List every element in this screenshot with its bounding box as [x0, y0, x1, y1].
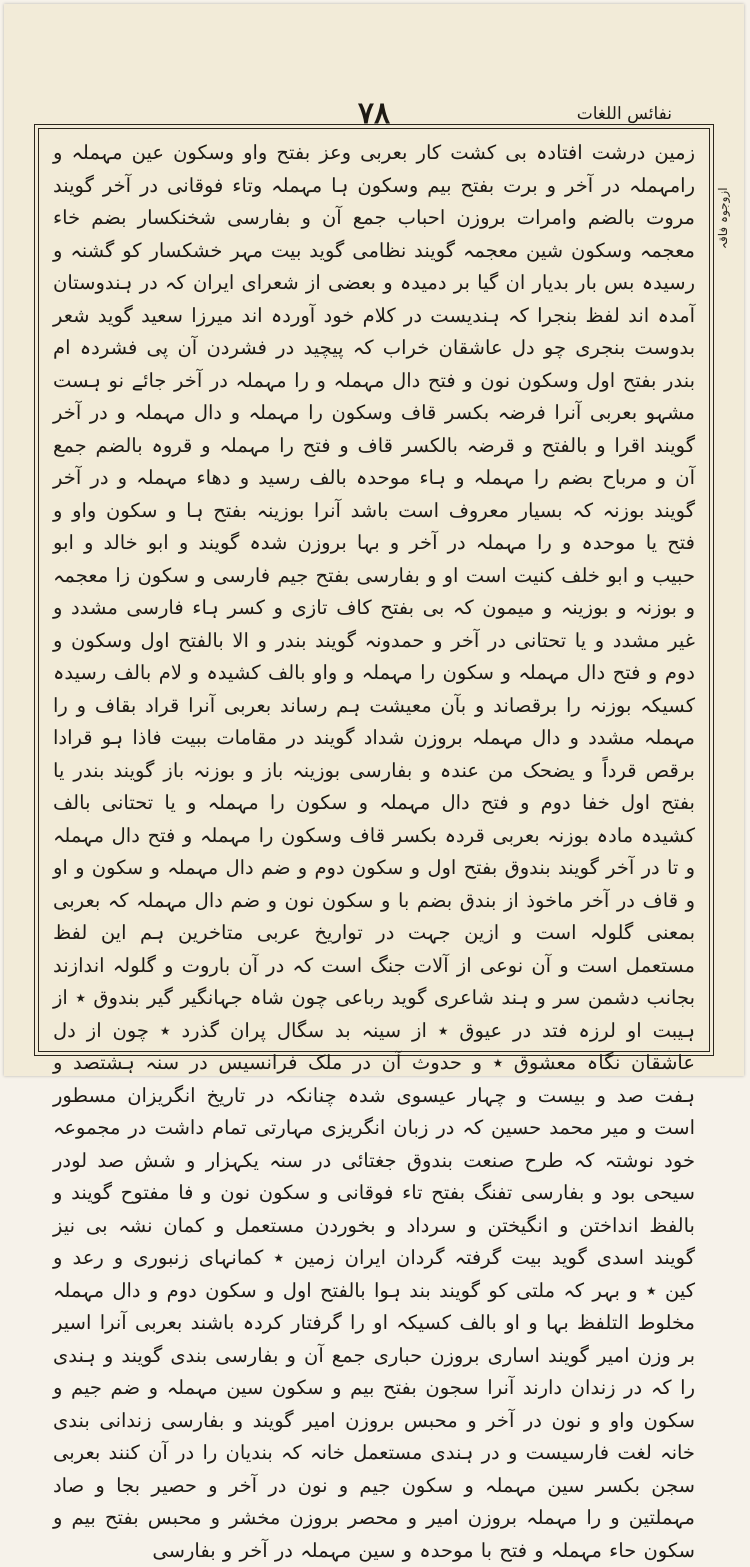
- page-number: ۷۸: [357, 96, 391, 131]
- running-head: نفائس اللغات: [576, 104, 672, 124]
- margin-note: ازوجوہ فاقہ: [716, 187, 730, 249]
- body-text: [53, 137, 695, 1562]
- text-frame: [34, 124, 714, 1562]
- body-paragraph: زمین درشت افتادہ بی کشت کار بعربی وعز بفتح واو وسکون عین مہملہ و رامہملہ در آخر و برت بفتح بیم وسکون ہا مہملہ وتاء فوقانی در آخر گویند مروت بالضم وامرات بروزن احباب جمع آن و بفارسی شخنکسار بضم خاء معجمہ وسکون شین معجمہ گویند نظامی گوید بیت مہر خشکسار کو گشنہ و رسیدہ بس بار بدیار ان گیا بر دمیدہ و بعضی از شعرای ایران کہ در ہندوستان آمدہ اند لفظ بنجرا کہ ہندیست در کلام خود آوردہ اند میرزا سعید گوید شعر بدوست بنجری چو دل عاشقان خراب کہ پیچید در فشردن آن پی فشردہ ام بندر بفتح اول وسکون نون و فتح دال مہملہ و را مہملہ در آخر جائے نو ہست مشہو بعربی آنرا فرضہ بکسر قاف وسکون را مہملہ و دال مہملہ و در آخر گویند اقرا و بالفتح و قرضہ بالکسر قاف و فتح را مہملہ و قروہ بالضم جمع آن و مرباح بضم را مہملہ و ہاء موحدہ بالف رسید و دھاء مہملہ و در آخر گویند بوزنہ کہ بسیار معروف است باشد آنرا بوزینہ بفتح ہا و سکون واو و فتح یا موحدہ و را مہملہ در آخر و بہا بروزن شدہ گویند و ابو خالد و ابو حبیب و ابو خلف کنیت است او و بفارسی بفتح جیم فارسی و سکون زا معجمہ و بوزنہ و بوزینہ و میمون کہ بی بفتح کاف تازی و کسر ہاء فارسی مشدد و غیر مشدد و یا تحتانی در آخر و حمدونہ گویند بندر و الا بالفتح اول وسکون و دوم و فتح دال مہملہ و سکون را مہملہ و واو بالف کشیدہ و لام بالف رسیدہ کسیکہ بوزنہ را برقصاند و بآن معیشت ہم رساند بعربی آنرا قراد بقاف و را مہملہ مشدد و دال مہملہ بروزن شداد گویند در مقامات ببیت فاذا ہو قرادا برقص قرداً و یضحک من عندہ و بفارسی بوزینہ باز و بوزنہ باز گویند بندر یا بفتح اول خفا دوم و فتح دال مہملہ و سکون را مہملہ و یا تحتانی بالف کشیدہ مادہ بوزنہ بعربی قردہ بکسر قاف وسکون را مہملہ و فتح دال مہملہ و تا در آخر گویند بندوق بفتح اول و سکون دوم و ضم دال مہملہ و سکون و او و قاف در آخر ماخوذ از بندق بضم با و سکون نون و ضم دال مہملہ کہ بعربی بمعنی گلولہ است و ازین جہت در تواریخ عربی متاخرین ہم این لفظ مستعمل است و آن نوعی از آلات جنگ است کہ در آن باروت و گلولہ اندازند بجانب دشمن سر و ہند شاعری گوید رباعی چون شاہ جہانگیر گیر بندوق ٭ از ہیبت او لرزہ فتد در عیوق ٭ از سینہ بد سگال پران گذرد ٭ چون از دل عاشقان نگاہ معشوق ٭ و حدوث آن در ملک فرانسیس در سنہ ہشتصد و ہفت صد و بیست و چہار عیسوی شدہ چنانکہ در تاریخ انگریزان مسطور است و میر محمد حسین کہ در زبان انگریزی مہارتی تمام داشت در مجموعہ خود نوشتہ کہ طرح صنعت بندوق جغتائی در سنہ یکہزار و شش صد لودر سیحی بود و بفارسی تفنگ بفتح تاء فوقانی و سکون نون و فا مفتوح گویند و بالفظ انداختن و انگیختن و سرداد و بخوردن مستعمل و کمان نشہ بی نیز گویند اسدی گوید بیت گرفتہ گردان ایران زمین ٭ کمانہای زنبوری و رعد و کین ٭ و بہر کہ ملتی کو گویند بند ہوا بالفتح اول و سکون دوم و دال مہملہ مخلوط التلفظ بہا و او بالف کسیکہ او را گرفتار کردہ باشند بعربی آنرا اسیر بر وزن امیر گویند اساری بروزن حباری جمع آن و بفارسی بندی گویند و ہندی را کہ در زندان دارند آنرا سجون بفتح بیم و سکون سین مہملہ و ضم جیم و سکون واو و نون در آخر و محبس بروزن امیر گویند و بفارسی زندانی بندی خانہ لغت فارسیست و در ہندی مستعمل خانہ کہ بندیان را در آن کنند بعربی سجن بکسر سین مہملہ و سکون جیم و نون در آخر و حصیر بجا و صاد مہملتین و را مہملہ بروزن امیر و محصر بروزن مخشر و محبس بفتح بیم و سکون حاء مہملہ و فتح با موحدہ و سین مہملہ در آخر و بفارسی: [53, 141, 695, 1562]
- text-frame-inner: [38, 128, 710, 1562]
- book-page: [4, 4, 744, 1562]
